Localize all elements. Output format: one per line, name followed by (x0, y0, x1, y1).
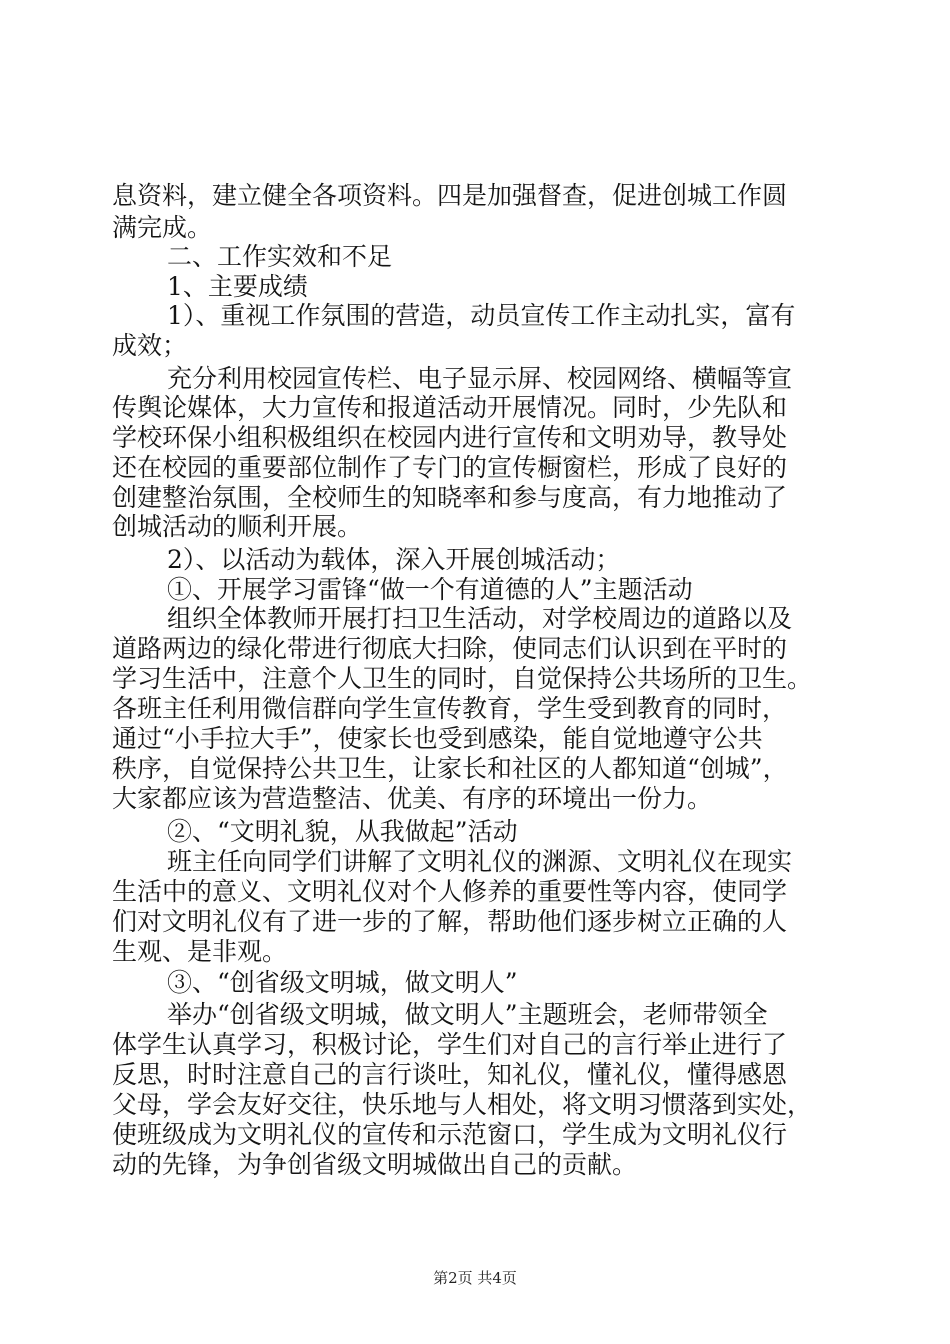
body-text-line: 学习生活中，注意个人卫生的同时，自觉保持公共场所的卫生。 (112, 664, 813, 693)
body-text-line: 息资料，建立健全各项资料。四是加强督查，促进创城工作圆 (112, 181, 788, 210)
body-text-line: 通过“小手拉大手”，使家长也受到感染，能自觉地遵守公共 (112, 724, 763, 753)
body-text-line: 成效； (112, 331, 188, 360)
body-text-line: 使班级成为文明礼仪的宣传和示范窗口，学生成为文明礼仪行 (112, 1120, 788, 1149)
body-text-line: 组织全体教师开展打扫卫生活动，对学校周边的道路以及 (167, 604, 793, 633)
page-number-footer: 第2页 共4页 (433, 1269, 517, 1287)
subsection-heading: 1、主要成绩 (167, 272, 308, 301)
body-text-line: 传舆论媒体，大力宣传和报道活动开展情况。同时，少先队和 (112, 393, 788, 422)
body-text-line: 体学生认真学习，积极讨论，学生们对自己的言行举止进行了 (112, 1030, 788, 1059)
section-heading: 二、工作实效和不足 (167, 242, 393, 271)
activity-heading: ②、“文明礼貌，从我做起”活动 (167, 817, 518, 846)
activity-heading: ③、“创省级文明城，做文明人” (167, 968, 518, 997)
body-text-line: 秩序，自觉保持公共卫生，让家长和社区的人都知道“创城”， (112, 754, 788, 783)
body-text-line: 生活中的意义、文明礼仪对个人修养的重要性等内容，使同学 (112, 877, 788, 906)
body-text-line: 反思，时时注意自己的言行谈吐，知礼仪，懂礼仪，懂得感恩 (112, 1060, 788, 1089)
body-text-line: 满完成。 (112, 213, 213, 242)
body-text-line: 动的先锋，为争创省级文明城做出自己的贡献。 (112, 1150, 638, 1179)
body-text-line: 生观、是非观。 (112, 937, 288, 966)
body-text-line: 各班主任利用微信群向学生宣传教育，学生受到教育的同时， (112, 694, 788, 723)
activity-heading: ①、开展学习雷锋“做一个有道德的人”主题活动 (167, 575, 693, 604)
body-text-line: 学校环保小组积极组织在校园内进行宣传和文明劝导，教导处 (112, 423, 788, 452)
body-text-line: 创建整治氛围，全校师生的知晓率和参与度高，有力地推动了 (112, 483, 788, 512)
body-text-line: 班主任向同学们讲解了文明礼仪的渊源、文明礼仪在现实 (167, 847, 793, 876)
body-text-line: 大家都应该为营造整洁、优美、有序的环境出一份力。 (112, 784, 713, 813)
item-heading: 2）、以活动为载体，深入开展创城活动； (167, 545, 621, 574)
body-text-line: 们对文明礼仪有了进一步的了解，帮助他们逐步树立正确的人 (112, 907, 788, 936)
body-text-line: 充分利用校园宣传栏、电子显示屏、校园网络、横幅等宣 (167, 364, 793, 393)
item-heading: 1）、重视工作氛围的营造，动员宣传工作主动扎实，富有 (167, 301, 796, 330)
body-text-line: 父母，学会友好交往，快乐地与人相处，将文明习惯落到实处， (112, 1090, 813, 1119)
body-text-line: 举办“创省级文明城，做文明人”主题班会，老师带领全 (167, 1000, 768, 1029)
body-text-line: 道路两边的绿化带进行彻底大扫除，使同志们认识到在平时的 (112, 634, 788, 663)
body-text-line: 创城活动的顺利开展。 (112, 512, 363, 541)
body-text-line: 还在校园的重要部位制作了专门的宣传橱窗栏，形成了良好的 (112, 453, 788, 482)
